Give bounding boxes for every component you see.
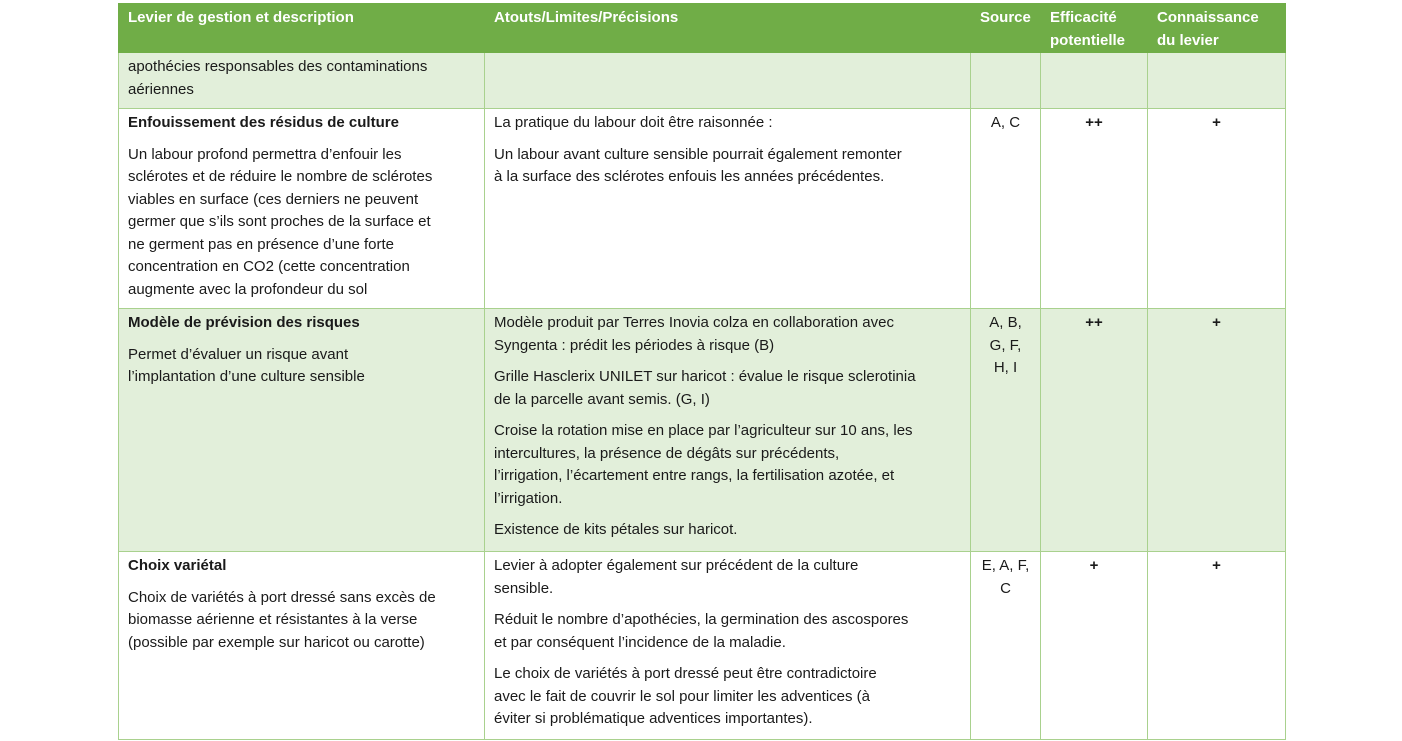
lever-description: Un labour profond permettra d’enfouir les sclérotes et de réduire le nombre de sclérotes viables en surface (ces derniers ne peuvent germer que s’ils sont proches de la surface et ne germent pas en présence d’une forte concentration en CO2 (cette concentration augmente avec la profondeur du sol (128, 145, 433, 298)
source-cell (971, 53, 1041, 109)
lever-title: Modèle de prévision des risques (128, 314, 360, 331)
lever-title: Choix variétal (128, 557, 227, 574)
header-lever: Levier de gestion et description (119, 4, 485, 53)
efficacite-cell: + (1041, 552, 1148, 740)
source-cell: E, A, F, C (971, 552, 1041, 740)
note-paragraph: Le choix de variétés à port dressé peut être contradictoire avec le fait de couvrir le sol pour limiter les adventices (à éviter si problématique adventices importantes). (494, 665, 877, 727)
table-row (119, 309, 1286, 552)
header-efficacite: Efficacité potentielle (1041, 4, 1148, 53)
notes-cell (485, 109, 971, 309)
header-connaissance: Connaissance du levier (1148, 4, 1286, 53)
note-paragraph: Grille Hasclerix UNILET sur haricot : évalue le risque sclerotinia de la parcelle avant semis. (G, I) (494, 368, 916, 408)
notes-cell (485, 309, 971, 552)
lever-cell (119, 109, 485, 309)
table-header-row (119, 4, 1286, 53)
note-paragraph: Un labour avant culture sensible pourrait également remonter à la surface des sclérotes enfouis les années précédentes. (494, 145, 902, 185)
source-cell: A, B, G, F, H, I (971, 309, 1041, 552)
lever-cell (119, 309, 485, 552)
levers-table-container (118, 3, 1285, 740)
lever-description: Choix de variétés à port dressé sans excès de biomasse aérienne et résistantes à la verse (possible par exemple sur haricot ou carotte) (128, 588, 436, 651)
table-row (119, 53, 1286, 109)
lever-cell (119, 552, 485, 740)
lever-title: Enfouissement des résidus de culture (128, 114, 399, 131)
lever-description: apothécies responsables des contaminations aériennes (128, 58, 428, 98)
efficacite-cell: ++ (1041, 109, 1148, 309)
connaissance-cell: + (1148, 552, 1286, 740)
connaissance-cell: + (1148, 309, 1286, 552)
connaissance-cell: + (1148, 109, 1286, 309)
header-source: Source (971, 4, 1041, 53)
note-paragraph: Existence de kits pétales sur haricot. (494, 521, 738, 538)
note-paragraph: La pratique du labour doit être raisonnée : (494, 114, 773, 131)
header-atouts: Atouts/Limites/Précisions (485, 4, 971, 53)
connaissance-cell (1148, 53, 1286, 109)
note-paragraph: Modèle produit par Terres Inovia colza en collaboration avec Syngenta : prédit les périodes à risque (B) (494, 314, 894, 354)
table-row (119, 552, 1286, 740)
note-paragraph: Levier à adopter également sur précédent de la culture sensible. (494, 557, 859, 597)
notes-cell (485, 552, 971, 740)
note-paragraph: Croise la rotation mise en place par l’agriculteur sur 10 ans, les intercultures, la présence de dégâts sur précédents, l’irrigation, l’écartement entre rangs, la fertilisation azotée, et l’irrigation. (494, 422, 913, 507)
table-row (119, 109, 1286, 309)
source-cell: A, C (971, 109, 1041, 309)
efficacite-cell: ++ (1041, 309, 1148, 552)
levers-table (118, 3, 1286, 740)
efficacite-cell (1041, 53, 1148, 109)
notes-cell (485, 53, 971, 109)
note-paragraph: Réduit le nombre d’apothécies, la germination des ascospores et par conséquent l’incidence de la maladie. (494, 611, 909, 651)
lever-cell (119, 53, 485, 109)
lever-description: Permet d’évaluer un risque avant l’implantation d’une culture sensible (128, 345, 365, 385)
